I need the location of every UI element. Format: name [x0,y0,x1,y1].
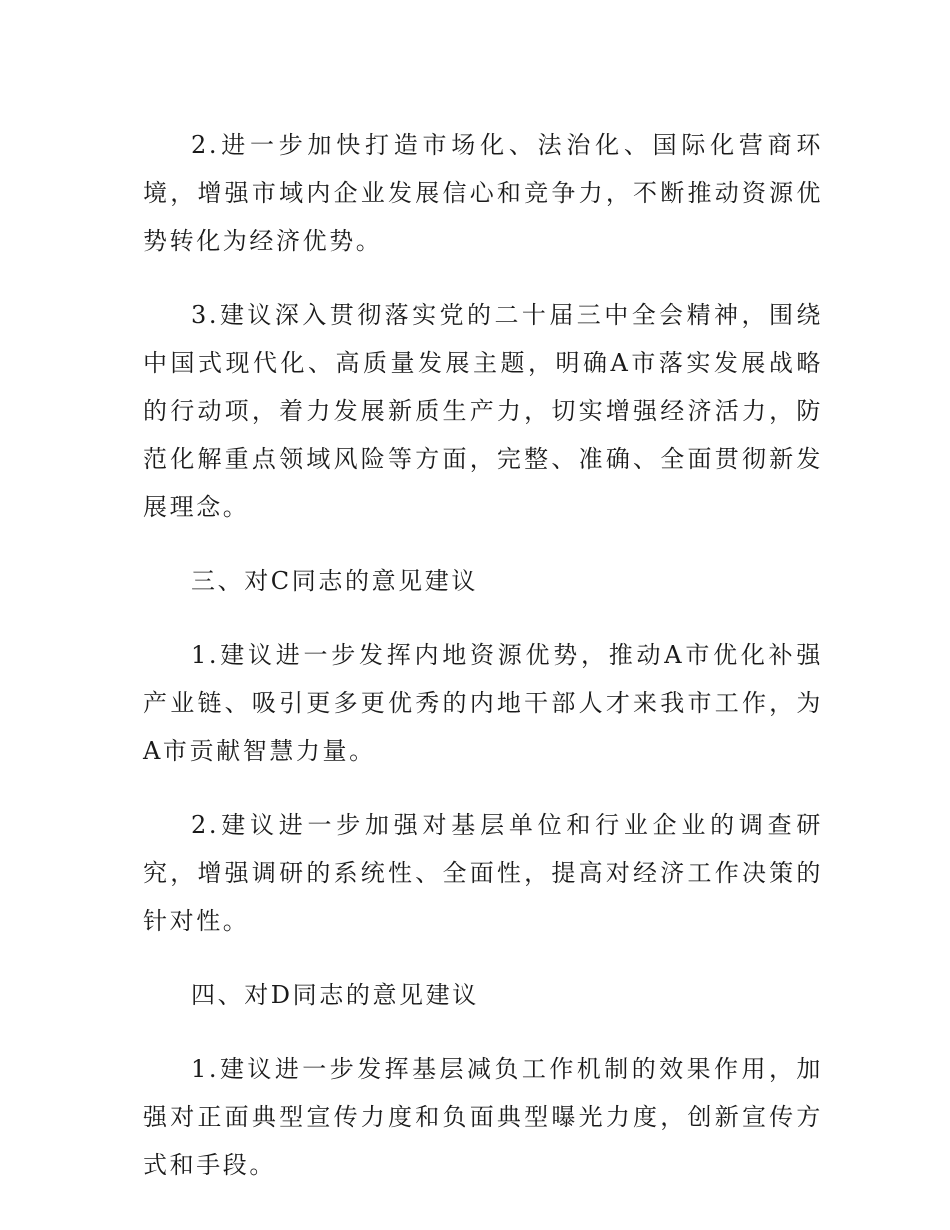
paragraph-c-item-1: 1.建议进一步发挥内地资源优势，推动A市优化补强产业链、吸引更多更优秀的内地干部人才来我市工作，为A市贡献智慧力量。 [143,641,823,765]
document-body [143,121,823,1215]
paragraph-item-2-business-environment: 2.进一步加快打造市场化、法治化、国际化营商环境，增强市域内企业发展信心和竞争力，不断推动资源优势转化为经济优势。 [143,131,823,255]
paragraph-d-item-1: 1.建议进一步发挥基层减负工作机制的效果作用，加强对正面典型宣传力度和负面典型曝光力度，创新宣传方式和手段。 [143,1055,823,1179]
section-heading-c: 三、对C同志的意见建议 [191,567,478,595]
section-heading-d: 四、对D同志的意见建议 [191,981,479,1009]
paragraph-item-3-implement-spirit: 3.建议深入贯彻落实党的二十届三中全会精神，围绕中国式现代化、高质量发展主题，明确A市落实发展战略的行动项，着力发展新质生产力，切实增强经济活力，防范化解重点领域风险等方面，完整、准确、全面贯彻新发展理念。 [143,301,823,521]
paragraph-c-item-2: 2.建议进一步加强对基层单位和行业企业的调查研究，增强调研的系统性、全面性，提高对经济工作决策的针对性。 [143,811,823,935]
